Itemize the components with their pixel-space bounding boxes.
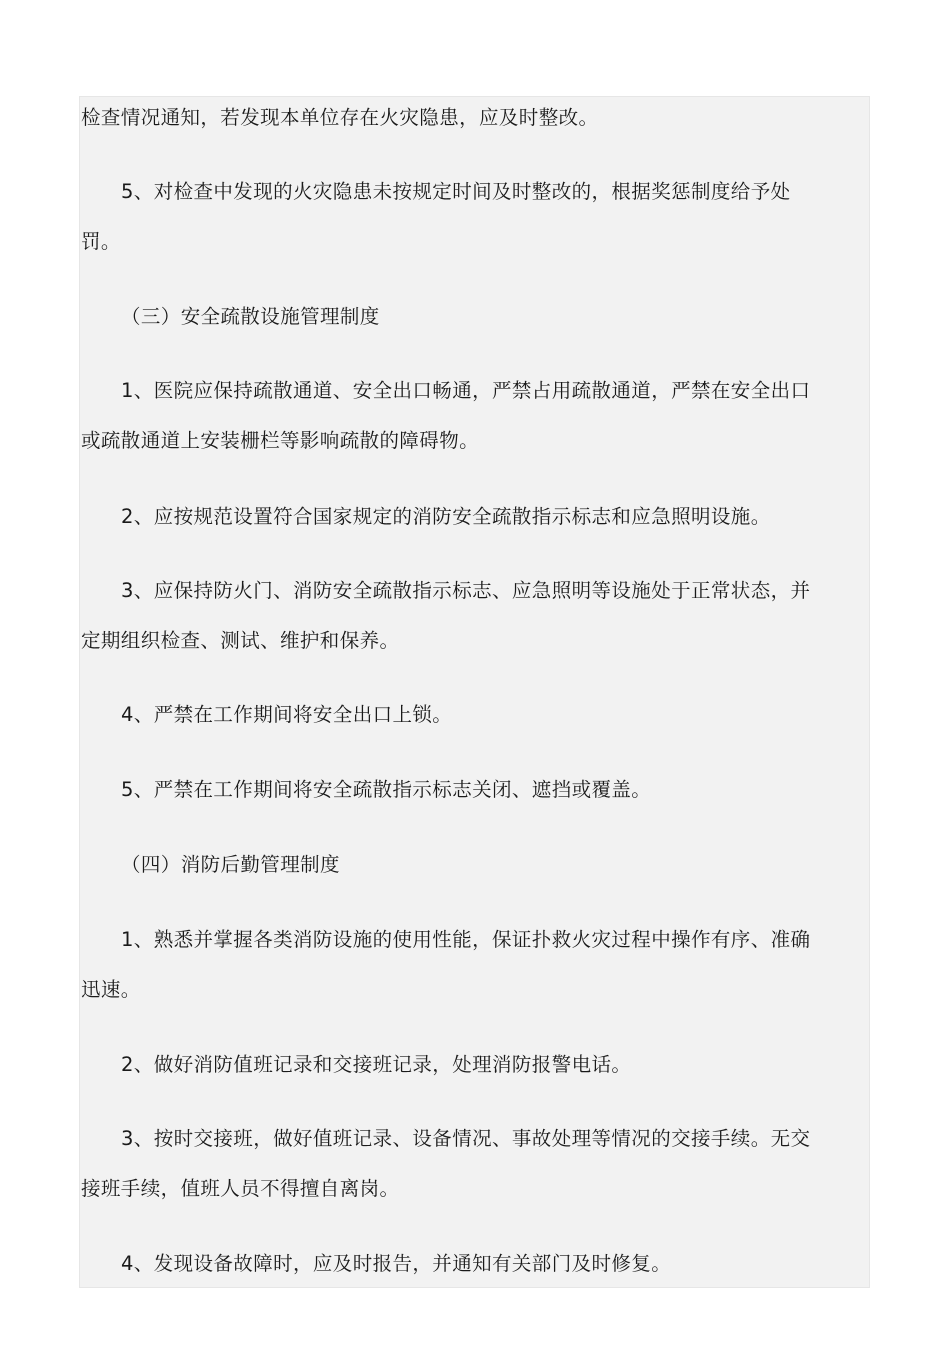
paragraph-item-1-exits: 1、医院应保持疏散通道、安全出口畅通，严禁占用疏散通道，严禁在安全出口或疏散通道上安装栅栏等影响疏散的障碍物。 (81, 379, 811, 452)
section-heading-evacuation: （三）安全疏散设施管理制度 (121, 305, 380, 328)
paragraph-item-4-lock: 4、严禁在工作期间将安全出口上锁。 (121, 703, 453, 726)
section-heading-logistics: （四）消防后勤管理制度 (121, 853, 340, 876)
paragraph-item-1-facilities: 1、熟悉并掌握各类消防设施的使用性能，保证扑救火灾过程中操作有序、准确迅速。 (81, 928, 811, 1001)
paragraph-item-5-cover: 5、严禁在工作期间将安全疏散指示标志关闭、遮挡或覆盖。 (121, 778, 652, 801)
paragraph-item-5-penalty: 5、对检查中发现的火灾隐患未按规定时间及时整改的，根据奖惩制度给予处罚。 (81, 180, 791, 253)
paragraph-item-3-handover: 3、按时交接班，做好值班记录、设备情况、事故处理等情况的交接手续。无交接班手续，值班人员不得擅自离岗。 (81, 1127, 811, 1200)
paragraph-item-3-maintenance: 3、应保持防火门、消防安全疏散指示标志、应急照明等设施处于正常状态，并定期组织检查、测试、维护和保养。 (81, 579, 811, 652)
paragraph-continuation: 检查情况通知，若发现本单位存在火灾隐患，应及时整改。 (81, 106, 599, 129)
paragraph-item-4-repair: 4、发现设备故障时，应及时报告，并通知有关部门及时修复。 (121, 1252, 672, 1275)
paragraph-item-2-duty-log: 2、做好消防值班记录和交接班记录，处理消防报警电话。 (121, 1053, 632, 1076)
paragraph-item-2-signs: 2、应按规范设置符合国家规定的消防安全疏散指示标志和应急照明设施。 (121, 505, 771, 528)
